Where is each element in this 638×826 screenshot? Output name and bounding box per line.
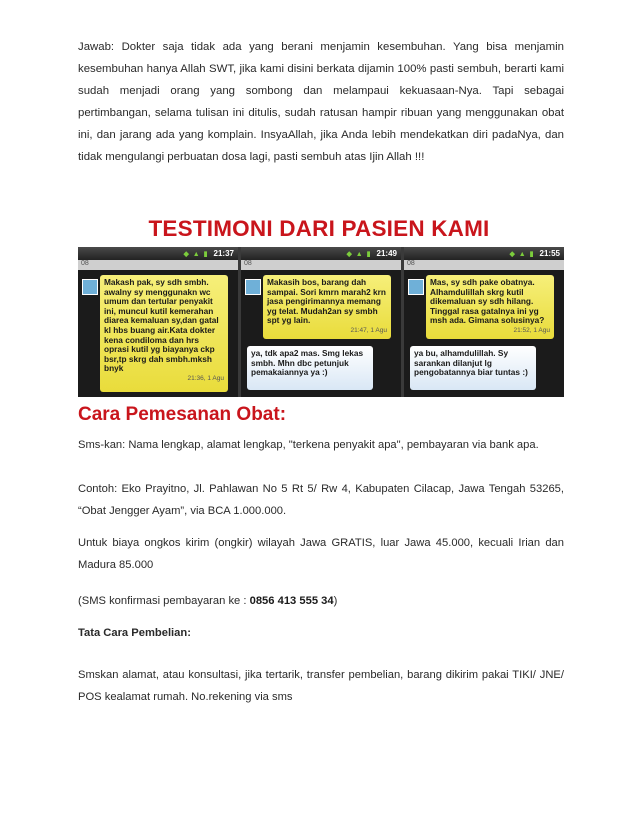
sms-confirmation [78,590,564,612]
thread-label: 08 [241,260,401,270]
sms-time: 21:52, 1 Agu [513,326,550,334]
sms-reply: ya bu, alhamdulillah. Sy sarankan dilanjut lg pengobatannya biar tuntas :) [414,348,528,378]
status-icons: ◆ ▲ ▮ [346,250,372,258]
sms-reply-bubble [247,346,373,390]
order-example: Contoh: Eko Prayitno, Jl. Pahlawan No 5 Rt 5/ Rw 4, Kabupaten Cilacap, Jawa Tengah 53265, “Obat Jengger Ayam”, via BCA 1.000.000. [78,483,564,517]
shipping-info: Untuk biaya ongkos kirim (ongkir) wilayah Jawa GRATIS, luar Jawa 45.000, kecuali Irian dan Madura 85.000 [78,537,564,571]
sms-message: Makasih bos, barang dah sampai. Sori kmrn marah2 krn jasa pengirimannya memang yg telat. Mudah2an sy smbh spt yg lain. [267,277,386,326]
sms-bubble [100,275,228,392]
sms-reply-bubble [410,346,536,390]
intro-section [78,36,564,168]
procedure-title: Tata Cara Pembelian: [78,627,191,639]
sms-screenshot-1 [78,247,238,397]
thread-label: 08 [404,260,564,270]
sms-reply: ya, tdk apa2 mas. Smg lekas smbh. Mhn dbc petunjuk pemakaiannya ya :) [251,348,364,378]
status-icons: ◆ ▲ ▮ [509,250,535,258]
sms-confirm-suffix: ) [333,595,338,607]
sms-time: 21:47, 1 Agu [350,326,387,334]
sms-message: Makash pak, sy sdh smbh. awalny sy menggunakn wc umum dan tertular penyakit ini, muncul kutil kemerahan diarea kemaluan sy,dan gatal kl hbs buang air.Kata dokter kena condiloma dan hrs oprasi kutil yg biayanya ckp bsr,tp skrg dah smbh.mksh bnyk [104,277,219,374]
sms-screenshot-2 [241,247,401,397]
avatar-icon [245,279,261,295]
intro-paragraph: Jawab: Dokter saja tidak ada yang berani menjamin kesembuhan. Yang bisa menjamin kesembuhan hanya Allah SWT, jika kami disini berkata dijamin 100% pasti sembuh, berarti kami sudah menjadi orang yang sombong dan melampaui kekuasaan-Nya. Tapi sebagai pertimbangan, selama tulisan ini ditulis, sudah ratusan hampir ribuan yang menggunakan obat ini, dan jarang ada yang komplain. InsyaAllah, jika Anda lebih mendekatkan diri padaNya, dan tidak mengulangi perbuatan dosa lagi, pasti sembuh atas Ijin Allah !!! [78,41,564,163]
thread-label: 08 [78,260,238,270]
procedure-text: Smskan alamat, atau konsultasi, jika tertarik, transfer pembelian, barang dikirim pakai TIKI/ JNE/ POS kealamat rumah. No.rekening via sms [78,669,564,703]
order-title: Cara Pemesanan Obat: [78,404,287,425]
sms-time: 21:36, 1 Agu [187,374,224,382]
testimoni-heading: TESTIMONI DARI PASIEN KAMI [148,216,490,241]
status-icons: ◆ ▲ ▮ [183,250,209,258]
phone-clock: 21:37 [213,249,234,258]
sms-screenshot-3 [404,247,564,397]
sms-screenshots [78,247,564,397]
sms-confirm-prefix: (SMS konfirmasi pembayaran ke : [78,595,250,607]
order-instruction: Sms-kan: Nama lengkap, alamat lengkap, "terkena penyakit apa", pembayaran via bank apa. [78,439,539,451]
sms-bubble [426,275,554,339]
sms-message: Mas, sy sdh pake obatnya. Alhamdulillah skrg kutil dikemaluan sy sdh hilang. Tinggal rasa gatalnya ini yg msh ada. Gimana solusinya? [430,277,545,326]
sms-bubble [263,275,391,339]
avatar-icon [82,279,98,295]
sms-number: 0856 413 555 34 [249,595,334,607]
phone-clock: 21:49 [376,249,397,258]
avatar-icon [408,279,424,295]
phone-clock: 21:55 [539,249,560,258]
